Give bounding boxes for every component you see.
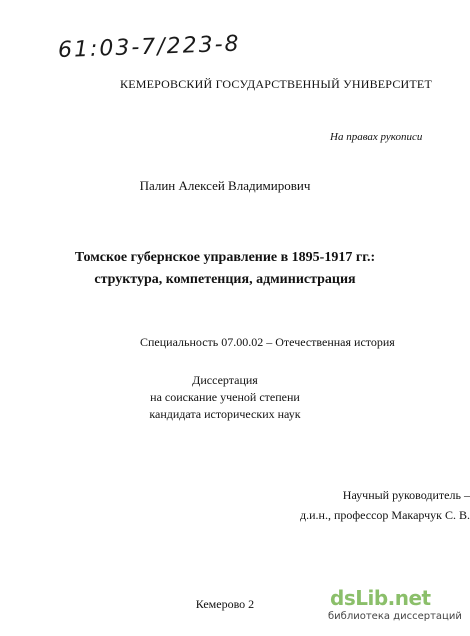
watermark-logo: dsLib.net	[330, 586, 431, 610]
author-name: Палин Алексей Владимирович	[139, 178, 311, 193]
dissertation-degree-block	[0, 372, 450, 423]
degree-line-1: на соискание ученой степени	[150, 390, 300, 404]
rights-note: На правах рукописи	[330, 131, 423, 143]
degree-line-2: кандидата исторических наук	[149, 407, 301, 421]
supervisor-name: д.и.н., профессор Макарчук С. В.	[300, 508, 470, 522]
title-line-1: Томское губернское управление в 1895-1917 гг.:	[74, 250, 376, 265]
watermark[interactable]	[328, 580, 462, 628]
watermark-caption: библиотека диссертаций	[328, 611, 462, 622]
university-name: КЕМЕРОВСКИЙ ГОСУДАРСТВЕННЫЙ УНИВЕРСИТЕТ	[120, 77, 432, 91]
dissertation-label: Диссертация	[192, 373, 258, 387]
supervisor-label: Научный руководитель –	[342, 488, 470, 502]
specialty-line: Специальность 07.00.02 – Отечественная история	[140, 335, 395, 349]
title-line-2: структура, компетенция, администрация	[94, 272, 356, 287]
city-year: Кемерово 2	[195, 597, 255, 611]
dissertation-title	[0, 247, 450, 291]
handwritten-archive-number: 61:03-7/223-8	[57, 31, 242, 63]
supervisor-block	[300, 485, 470, 525]
